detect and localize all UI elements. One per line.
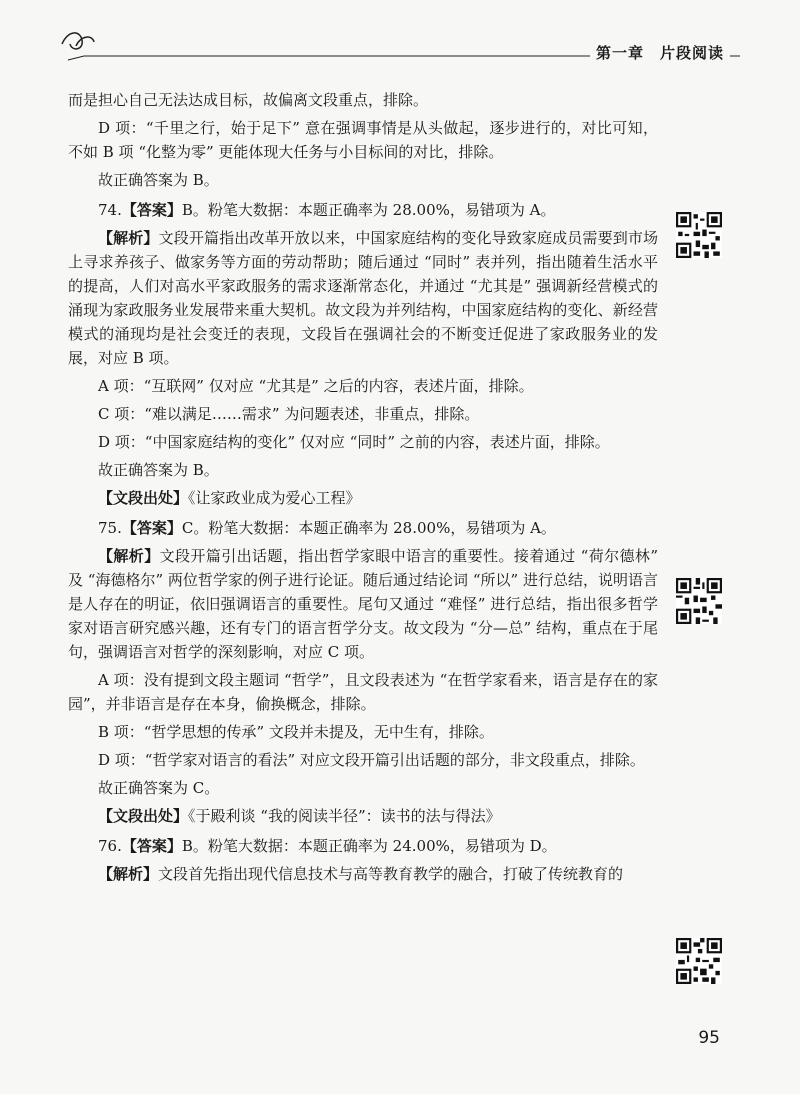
option-b: B 项：“哲学思想的传承” 文段并未提及，无中生有，排除。 — [98, 723, 494, 741]
option-d: D 项：“中国家庭结构的变化” 仅对应 “同时” 之前的内容，表述片面，排除。 — [98, 433, 610, 451]
question-number: 76. — [98, 837, 122, 855]
q75-analysis — [68, 544, 658, 664]
chapter-title: 第一章 片段阅读 — [590, 42, 730, 63]
answer-text: C。粉笔大数据：本题正确率为 28.00%，易错项为 A。 — [181, 519, 556, 537]
conclusion: 故正确答案为 C。 — [98, 779, 220, 797]
answer-text: B。粉笔大数据：本题正确率为 24.00%，易错项为 D。 — [181, 837, 557, 855]
q74-answer — [68, 198, 658, 222]
answer-tag: 【答案】 — [121, 837, 182, 855]
source-text: 《让家政业成为爱心工程》 — [188, 489, 361, 507]
source — [68, 486, 658, 510]
q76-analysis — [68, 862, 658, 886]
answer-tag: 【答案】 — [121, 201, 182, 219]
question-number: 74. — [98, 201, 122, 219]
analysis-tag: 【解析】 — [98, 547, 160, 565]
analysis-text: 文段开篇指出改革开放以来，中国家庭结构的变化导致家庭成员需要到市场上寻求养孩子、做家务等方面的劳动帮助；随后通过 “同时” 表并列，指出随着生活水平的提高，人们对高水平家政服务的需求逐渐常态化，并通过 “尤其是” 强调新经营模式的涌现为家政服务业发展带来重大契机。故文段为并列结构，中国家庭结构的变化、新经营模式的涌现均是社会变迁的表现，文段旨在强调社会的不断变迁促进了家政服务业的发展，对应 B 项。 — [68, 229, 658, 367]
option-a: A 项：“互联网” 仅对应 “尤其是” 之后的内容，表述片面，排除。 — [98, 377, 534, 395]
page-header — [0, 0, 800, 80]
source-tag: 【文段出处】 — [98, 489, 189, 507]
q74-analysis — [68, 226, 658, 370]
qr-code-icon[interactable] — [676, 212, 722, 258]
analysis-tag: 【解析】 — [98, 865, 159, 883]
source-text: 《于殿利谈 “我的阅读半径”：读书的法与得法》 — [188, 807, 501, 825]
analysis-text: 文段开篇引出话题，指出哲学家眼中语言的重要性。接着通过 “荷尔德林” 及 “海德格尔” 两位哲学家的例子进行论证。随后通过结论词 “所以” 进行总结，说明语言是人存在的明证，依旧强调语言的重要性。尾句又通过 “难怪” 进行总结，指出很多哲学家对语言研究感兴趣，还有专门的语言哲学分支。故文段为 “分—总” 结构，重点在于尾句，强调语言对哲学的深刻影响，对应 C 项。 — [68, 547, 658, 661]
header-rule — [0, 0, 800, 80]
answer-text: B。粉笔大数据：本题正确率为 28.00%，易错项为 A。 — [181, 201, 556, 219]
q75-answer — [68, 516, 658, 540]
option-c: C 项：“难以满足……需求” 为问题表述，非重点，排除。 — [98, 405, 480, 423]
answer-tag: 【答案】 — [121, 519, 182, 537]
qr-code-icon[interactable] — [676, 578, 722, 624]
option-a: A 项：没有提到文段主题词 “哲学”，且文段表述为 “在哲学家看来，语言是存在的家园”，并非语言是存在本身，偷换概念，排除。 — [68, 671, 658, 713]
source — [68, 804, 658, 828]
qr-code-icon[interactable] — [676, 938, 722, 984]
conclusion: 故正确答案为 B。 — [98, 461, 219, 479]
analysis-text: 文段首先指出现代信息技术与高等教育教学的融合，打破了传统教育的 — [158, 865, 624, 883]
analysis-tag: 【解析】 — [98, 229, 159, 247]
page-body — [68, 88, 658, 890]
source-tag: 【文段出处】 — [98, 807, 189, 825]
option-d: D 项：“哲学家对语言的看法” 对应文段开篇引出话题的部分，非文段重点，排除。 — [98, 751, 645, 769]
page-number: 95 — [698, 1028, 720, 1048]
text-line: 而是担心自己无法达成目标，故偏离文段重点，排除。 — [68, 91, 429, 109]
q76-answer — [68, 834, 658, 858]
text-line: 故正确答案为 B。 — [98, 171, 219, 189]
question-number: 75. — [98, 519, 122, 537]
text-line: D 项：“千里之行，始于足下” 意在强调事情是从头做起，逐步进行的，对比可知，不如 B 项 “化整为零” 更能体现大任务与小目标间的对比，排除。 — [68, 119, 658, 161]
